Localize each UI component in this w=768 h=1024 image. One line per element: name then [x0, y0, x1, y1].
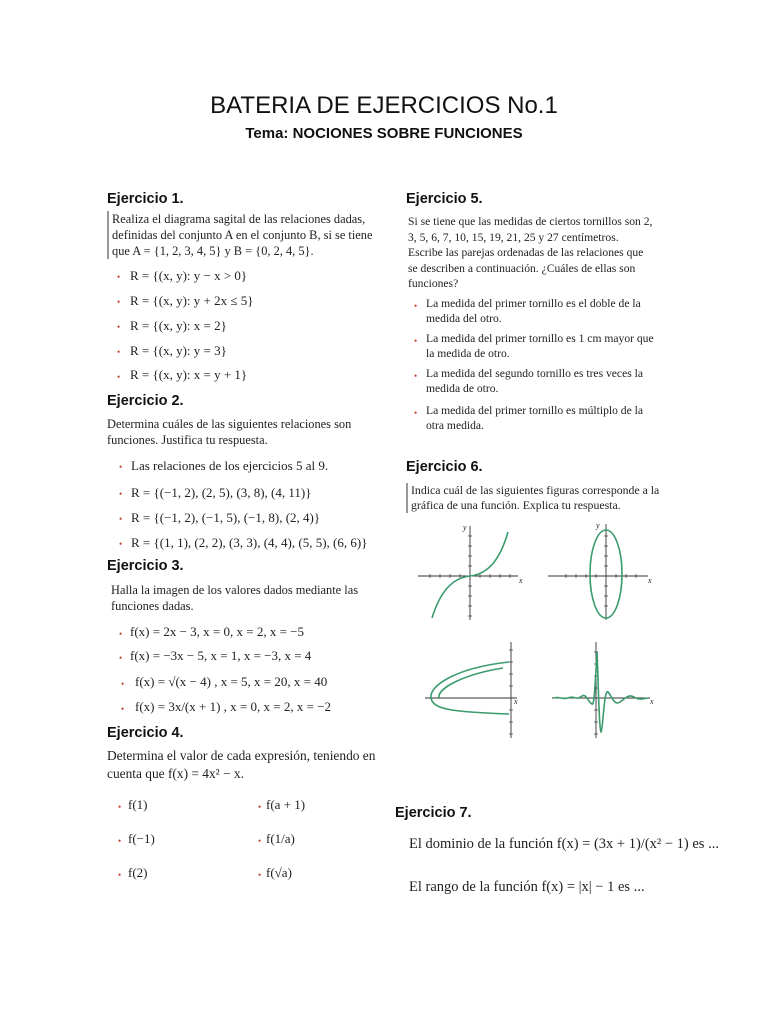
ej1-heading: Ejercicio 1. [107, 191, 184, 207]
ej3-heading: Ejercicio 3. [107, 558, 184, 574]
bullet-icon: • [121, 679, 125, 689]
bullet-icon: • [414, 301, 418, 311]
bullet-icon: • [119, 539, 123, 549]
graph-sideways-parabola [425, 640, 530, 738]
ej4-text: Determina el valor de cada expresión, teniendo en cuenta que f(x) = 4x² − x. [107, 748, 376, 781]
bullet-icon: • [119, 462, 123, 472]
ej5-item: La medida del primer tornillo es 1 cm mayor que la medida de otro. [426, 332, 654, 360]
axis-label-x: x [514, 697, 518, 706]
ej2-heading: Ejercicio 2. [107, 393, 184, 409]
axis-label-y: y [463, 523, 467, 532]
bullet-icon: • [117, 322, 121, 332]
ej2-item: R = {(1, 1), (2, 2), (3, 3), (4, 4), (5, 5), (6, 6)} [131, 535, 368, 550]
ej6-heading: Ejercicio 6. [406, 459, 483, 475]
bullet-icon: • [119, 629, 123, 639]
ej3-item: f(x) = −3x − 5, x = 1, x = −3, x = 4 [130, 648, 312, 663]
ej5-item: La medida del primer tornillo es múltiplo de la otra medida. [426, 404, 644, 432]
bullet-icon: • [118, 836, 122, 846]
bullet-icon: • [258, 836, 262, 846]
ej2-item: R = {(−1, 2), (2, 5), (3, 8), (4, 11)} [131, 485, 312, 500]
ej3-item: f(x) = √(x − 4) , x = 5, x = 20, x = 40 [135, 674, 328, 689]
ej1-item: R = {(x, y): y + 2x ≤ 5} [130, 293, 254, 308]
ej4-item: f(2) [128, 865, 148, 880]
ej4-item: f(√a) [266, 865, 292, 880]
ej5-heading: Ejercicio 5. [406, 191, 483, 207]
ej2-text: Determina cuáles de las siguientes relaciones son funciones. Justifica tu respuesta. [107, 417, 352, 447]
ej4-item: f(1) [128, 797, 148, 812]
ej5-item: La medida del segundo tornillo es tres veces la medida de otro. [426, 367, 643, 395]
bullet-icon: • [121, 704, 125, 714]
ej4-item: f(1/a) [266, 831, 295, 846]
ej5-text: Si se tiene que las medidas de ciertos tornillos son 2, 3, 5, 6, 7, 10, 15, 19, 21, 25 y 27 centímetros. Escribe las parejas ordenadas de las relaciones que se describen a continuación. ¿Cuáles de ellas son funciones? [408, 215, 653, 291]
axis-label-x: x [650, 697, 654, 706]
bullet-icon: • [414, 408, 418, 418]
axis-label-x: x [519, 576, 523, 585]
bullet-icon: • [258, 802, 262, 812]
axis-label-y: y [596, 521, 600, 530]
ej6-text: Indica cuál de las siguientes figuras corresponde a la gráfica de una función. Explica tu respuesta. [406, 483, 663, 513]
ej2-item: R = {(−1, 2), (−1, 5), (−1, 8), (2, 4)} [131, 510, 321, 525]
bullet-icon: • [414, 371, 418, 381]
ej3-item: f(x) = 3x/(x + 1) , x = 0, x = 2, x = −2 [135, 699, 331, 714]
axis-label-x: x [648, 576, 652, 585]
graph-cubic [418, 520, 528, 620]
ej1-text: Realiza el diagrama sagital de las relaciones dadas, definidas del conjunto A en el conjunto B, si se tiene que A = {1, 2, 3, 4, 5} y B = {0, 2, 4, 5}. [107, 211, 390, 259]
graph-ellipse [548, 520, 658, 620]
bullet-icon: • [119, 653, 123, 663]
ej1-item: R = {(x, y): x = 2} [130, 318, 227, 333]
ej7-range-question: El rango de la función f(x) = |x| − 1 es ... [409, 879, 645, 895]
bullet-icon: • [119, 514, 123, 524]
bullet-icon: • [117, 372, 121, 382]
ej3-text: Halla la imagen de los valores dados mediante las funciones dadas. [111, 583, 359, 613]
ej2-item: Las relaciones de los ejercicios 5 al 9. [131, 458, 329, 473]
bullet-icon: • [118, 870, 122, 880]
ej3-item: f(x) = 2x − 3, x = 0, x = 2, x = −5 [130, 624, 304, 639]
ej4-heading: Ejercicio 4. [107, 725, 184, 741]
page-subtitle: Tema: NOCIONES SOBRE FUNCIONES [245, 125, 523, 142]
bullet-icon: • [117, 297, 121, 307]
bullet-icon: • [118, 802, 122, 812]
page-title: BATERIA DE EJERCICIOS No.1 [210, 92, 558, 119]
ej1-item: R = {(x, y): x = y + 1} [130, 367, 248, 382]
bullet-icon: • [117, 347, 121, 357]
bullet-icon: • [258, 870, 262, 880]
graph-damped-oscillation [552, 640, 662, 738]
bullet-icon: • [414, 336, 418, 346]
ej1-item: R = {(x, y): y = 3} [130, 343, 227, 358]
ej4-item: f(−1) [128, 831, 155, 846]
bullet-icon: • [117, 272, 121, 282]
ej7-heading: Ejercicio 7. [395, 805, 472, 821]
bullet-icon: • [119, 489, 123, 499]
ej1-item: R = {(x, y): y − x > 0} [130, 268, 248, 283]
ej5-item: La medida del primer tornillo es el doble de la medida del otro. [426, 297, 641, 325]
ej7-domain-question: El dominio de la función f(x) = (3x + 1)/(x² − 1) es ... [409, 836, 719, 852]
ej4-item: f(a + 1) [266, 797, 306, 812]
